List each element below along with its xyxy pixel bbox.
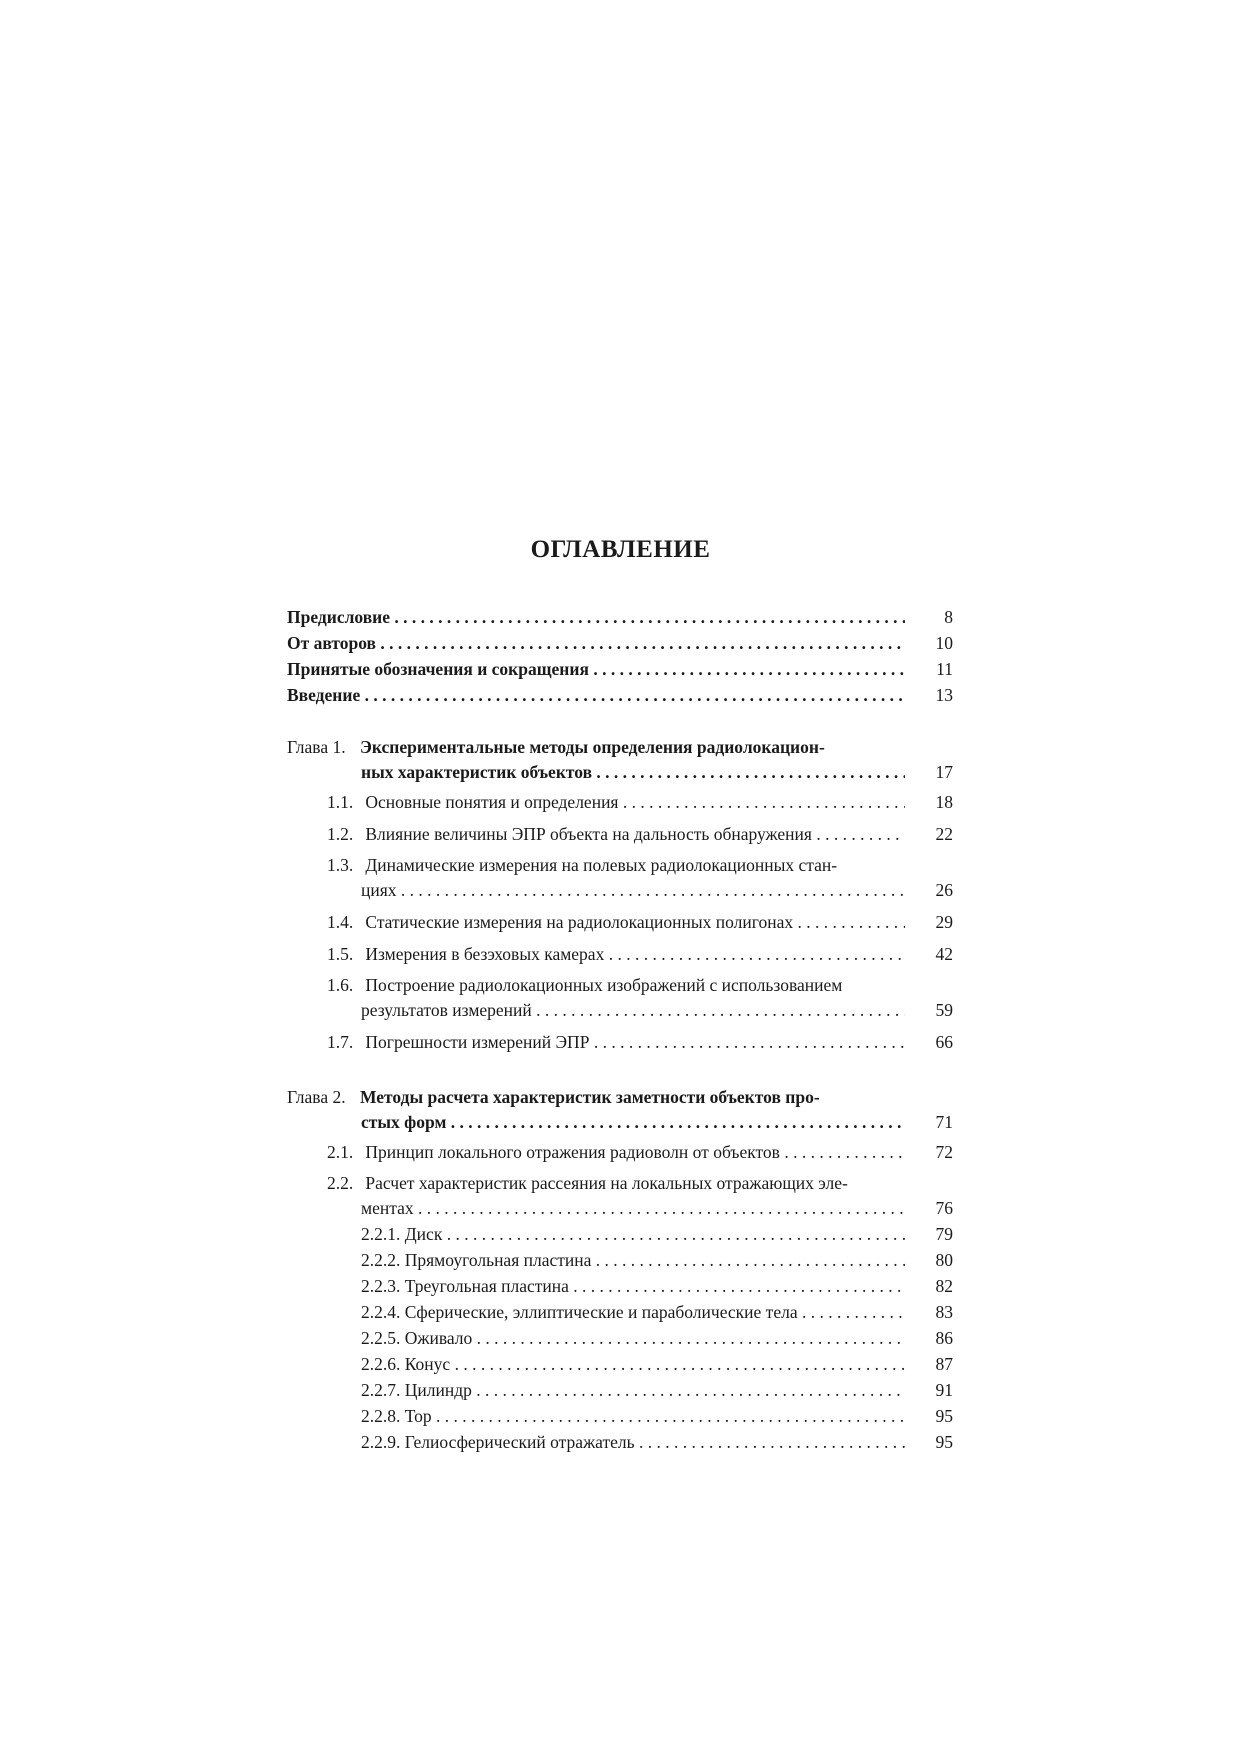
- toc-page-number: 82: [935, 1276, 953, 1296]
- toc-page-number: 59: [935, 1000, 953, 1020]
- section-title: Измерения в безэховых камерах: [365, 944, 605, 964]
- toc-subsection[interactable]: [361, 1221, 953, 1247]
- toc-section[interactable]: [327, 941, 953, 967]
- subsection-number: 2.2.3.: [361, 1276, 401, 1296]
- section-number: 1.2.: [327, 824, 354, 844]
- chapter-title-line-1: Методы расчета характеристик заметности объектов про-: [359, 1087, 820, 1107]
- table-of-contents: [287, 604, 953, 1455]
- toc-section[interactable]: [327, 909, 953, 935]
- section-title: Погрешности измерений ЭПР: [365, 1032, 590, 1052]
- toc-page-number: 72: [935, 1142, 953, 1162]
- front-matter: [287, 604, 953, 708]
- toc-page-number: 22: [935, 824, 953, 844]
- toc-page-number: 95: [935, 1406, 953, 1426]
- chapter-title-line-2: стых форм . . .: [361, 1109, 905, 1135]
- toc-entry-introduction[interactable]: [287, 682, 953, 708]
- toc-page-number: 13: [935, 685, 953, 705]
- toc-page-number: 17: [935, 762, 953, 782]
- toc-page-number: 42: [935, 944, 953, 964]
- subsection-number: 2.2.4.: [361, 1302, 401, 1322]
- section-title-line-2: результатов измерений . . .: [361, 997, 905, 1023]
- section-title-line-1: Построение радиолокационных изображений с использованием: [365, 975, 843, 995]
- toc-page-number: 8: [944, 607, 953, 627]
- toc-page-number: 11: [936, 659, 953, 679]
- section-title: Принцип локального отражения радиоволн от объектов: [365, 1142, 780, 1162]
- toc-page-number: 83: [935, 1302, 953, 1322]
- subsection-number: 2.2.2.: [361, 1250, 401, 1270]
- subsection-title: Конус: [404, 1354, 451, 1374]
- chapter-title-line-1: Экспериментальные методы определения радиолокацион-: [359, 737, 825, 757]
- section-title: Основные понятия и определения: [365, 792, 619, 812]
- toc-entry-notation[interactable]: [287, 656, 953, 682]
- toc-subsection[interactable]: [361, 1299, 953, 1325]
- toc-section[interactable]: [327, 821, 953, 847]
- section-number: 1.7.: [327, 1032, 354, 1052]
- section-title: Статические измерения на радиолокационных полигонах: [365, 912, 794, 932]
- subsection-number: 2.2.7.: [361, 1380, 401, 1400]
- toc-entry-title: Принятые обозначения и сокращения . . .: [287, 656, 905, 682]
- subsection-number: 2.2.1.: [361, 1224, 401, 1244]
- section-title: Влияние величины ЭПР объекта на дальность обнаружения: [365, 824, 812, 844]
- toc-page-number: 80: [935, 1250, 953, 1270]
- subsection-title: Диск: [404, 1224, 443, 1244]
- chapter-2: [287, 1085, 953, 1455]
- toc-page-number: 18: [935, 792, 953, 812]
- toc-section[interactable]: [327, 1029, 953, 1055]
- toc-entry-from-authors[interactable]: [287, 630, 953, 656]
- toc-page-number: 71: [935, 1112, 953, 1132]
- toc-entry-title: От авторов . . .: [287, 630, 905, 656]
- toc-page-number: 29: [935, 912, 953, 932]
- toc-page-number: 95: [935, 1432, 953, 1452]
- subsection-number: 2.2.5.: [361, 1328, 401, 1348]
- subsection-title: Оживало: [404, 1328, 473, 1348]
- subsection-title: Прямоугольная пластина: [404, 1250, 592, 1270]
- chapter-heading[interactable]: [287, 735, 953, 785]
- toc-entry-title: Введение . . .: [287, 682, 905, 708]
- toc-section[interactable]: [327, 1139, 953, 1165]
- section-number: 1.4.: [327, 912, 354, 932]
- toc-subsection[interactable]: [361, 1403, 953, 1429]
- section-number: 2.2.: [327, 1173, 354, 1193]
- toc-page-number: 76: [935, 1198, 953, 1218]
- toc-page-number: 79: [935, 1224, 953, 1244]
- section-title-line-2: ментах . . .: [361, 1195, 905, 1221]
- toc-section[interactable]: [327, 789, 953, 815]
- toc-page-number: 66: [935, 1032, 953, 1052]
- toc-page-number: 10: [935, 633, 953, 653]
- page-title: ОГЛАВЛЕНИЕ: [530, 536, 711, 563]
- toc-subsection[interactable]: [361, 1325, 953, 1351]
- subsection-number: 2.2.8.: [361, 1406, 401, 1426]
- toc-page-number: 26: [935, 880, 953, 900]
- toc-subsection[interactable]: [361, 1273, 953, 1299]
- toc-entry-preface[interactable]: [287, 604, 953, 630]
- subsection-title: Тор: [404, 1406, 432, 1426]
- section-number: 2.1.: [327, 1142, 354, 1162]
- toc-section[interactable]: [327, 853, 953, 903]
- subsection-number: 2.2.6.: [361, 1354, 401, 1374]
- toc-subsection[interactable]: [361, 1377, 953, 1403]
- section-number: 1.6.: [327, 975, 354, 995]
- subsection-title: Сферические, эллиптические и параболические тела: [404, 1302, 798, 1322]
- toc-page-number: 91: [935, 1380, 953, 1400]
- section-title-line-1: Динамические измерения на полевых радиолокационных стан-: [365, 855, 838, 875]
- subsection-title: Цилиндр: [404, 1380, 472, 1400]
- chapter-1: [287, 735, 953, 1055]
- section-number: 1.1.: [327, 792, 354, 812]
- chapter-label: Глава 1.: [287, 737, 346, 757]
- subsection-list: [361, 1221, 953, 1455]
- subsection-number: 2.2.9.: [361, 1432, 401, 1452]
- section-title-line-1: Расчет характеристик рассеяния на локальных отражающих эле-: [365, 1173, 848, 1193]
- section-title-line-2: циях . . .: [361, 877, 905, 903]
- subsection-title: Гелиосферический отражатель: [404, 1432, 635, 1452]
- subsection-title: Треугольная пластина: [404, 1276, 569, 1296]
- toc-section[interactable]: [327, 1171, 953, 1221]
- chapter-label: Глава 2.: [287, 1087, 346, 1107]
- toc-entry-title: Предисловие . . .: [287, 604, 905, 630]
- chapter-title-line-2: ных характеристик объектов . . .: [361, 759, 905, 785]
- toc-subsection[interactable]: [361, 1351, 953, 1377]
- section-number: 1.3.: [327, 855, 354, 875]
- chapter-heading[interactable]: [287, 1085, 953, 1135]
- toc-section[interactable]: [327, 973, 953, 1023]
- toc-page-number: 87: [935, 1354, 953, 1374]
- section-number: 1.5.: [327, 944, 354, 964]
- toc-subsection[interactable]: [361, 1429, 953, 1455]
- toc-page-number: 86: [935, 1328, 953, 1348]
- toc-subsection[interactable]: [361, 1247, 953, 1273]
